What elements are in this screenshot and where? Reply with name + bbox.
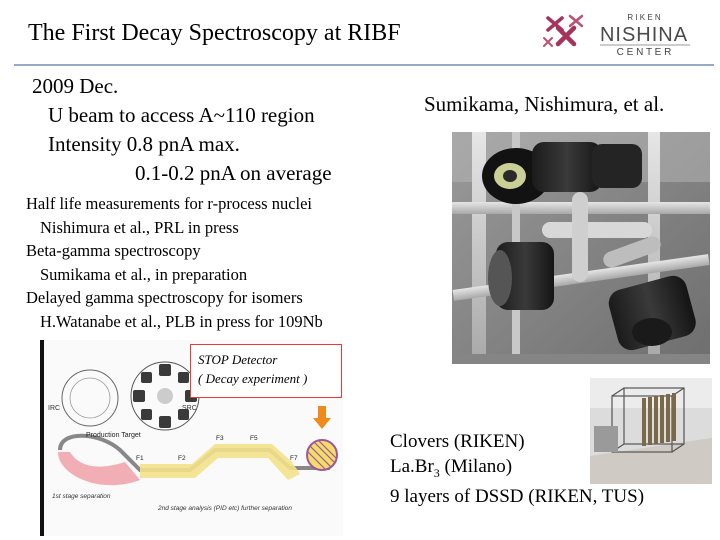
measurement-ref: Nishimura et al., PRL in press xyxy=(40,217,239,237)
label-irc: IRC xyxy=(48,405,61,412)
label-f1: F1 xyxy=(136,455,144,462)
riken-nishina-logo xyxy=(540,10,705,58)
equipment-labr3: $La.Br_3$ (Milano) xyxy=(390,455,513,480)
stop-detector-title: STOP Detector xyxy=(198,352,278,367)
beam-info xyxy=(32,72,332,188)
measurement-item: Beta-gamma spectroscopy xyxy=(26,241,201,261)
label-f2: F2 xyxy=(178,455,186,462)
measurement-list xyxy=(26,192,323,334)
beam-line-3: 0.1-0.2 pnA on average xyxy=(135,161,332,185)
label-production-target: Production Target xyxy=(86,432,141,439)
label-first-stage: 1st stage separation xyxy=(52,493,111,500)
measurement-ref: H.Watanabe et al., PLB in press for 109Nb xyxy=(40,311,323,331)
logo-top-text: R I K E N xyxy=(627,13,661,22)
label-f5: F5 xyxy=(250,435,258,442)
equipment-clovers: Clovers (RIKEN) xyxy=(390,431,525,452)
logo-mark-icon xyxy=(544,16,582,46)
authors: Sumikama, Nishimura, et al. xyxy=(424,92,665,116)
title-divider xyxy=(14,64,714,66)
beam-line-2: Intensity 0.8 pnA max. xyxy=(48,132,240,156)
label-f7: F7 xyxy=(290,455,298,462)
logo-main-text: NISHINA xyxy=(599,24,689,46)
label-f3: F3 xyxy=(216,435,224,442)
label-second-stage: 2nd stage analysis (PID etc) further separation xyxy=(158,505,293,512)
measurement-item: Half life measurements for r-process nuclei xyxy=(26,194,313,213)
stop-detector-target xyxy=(307,440,337,470)
stop-detector-subtitle: ( Decay experiment ) xyxy=(198,371,308,386)
stop-detector-callout xyxy=(190,344,342,398)
equipment-dssd: 9 layers of DSSD (RIKEN, TUS) xyxy=(390,485,645,507)
equipment-list xyxy=(390,430,644,509)
measurement-item: Delayed gamma spectroscopy for isomers xyxy=(26,288,303,308)
src-ring xyxy=(131,362,199,430)
label-src: SRC xyxy=(182,405,197,412)
logo-bottom-text: C E N T E R xyxy=(616,47,672,58)
detector-setup-image xyxy=(452,132,710,364)
measurement-ref: Sumikama et al., in preparation xyxy=(40,264,248,284)
slide-title: The First Decay Spectroscopy at RIBF xyxy=(28,20,401,46)
beam-line-1: U beam to access A~110 region xyxy=(48,103,315,127)
beam-date: 2009 Dec. xyxy=(32,74,119,98)
